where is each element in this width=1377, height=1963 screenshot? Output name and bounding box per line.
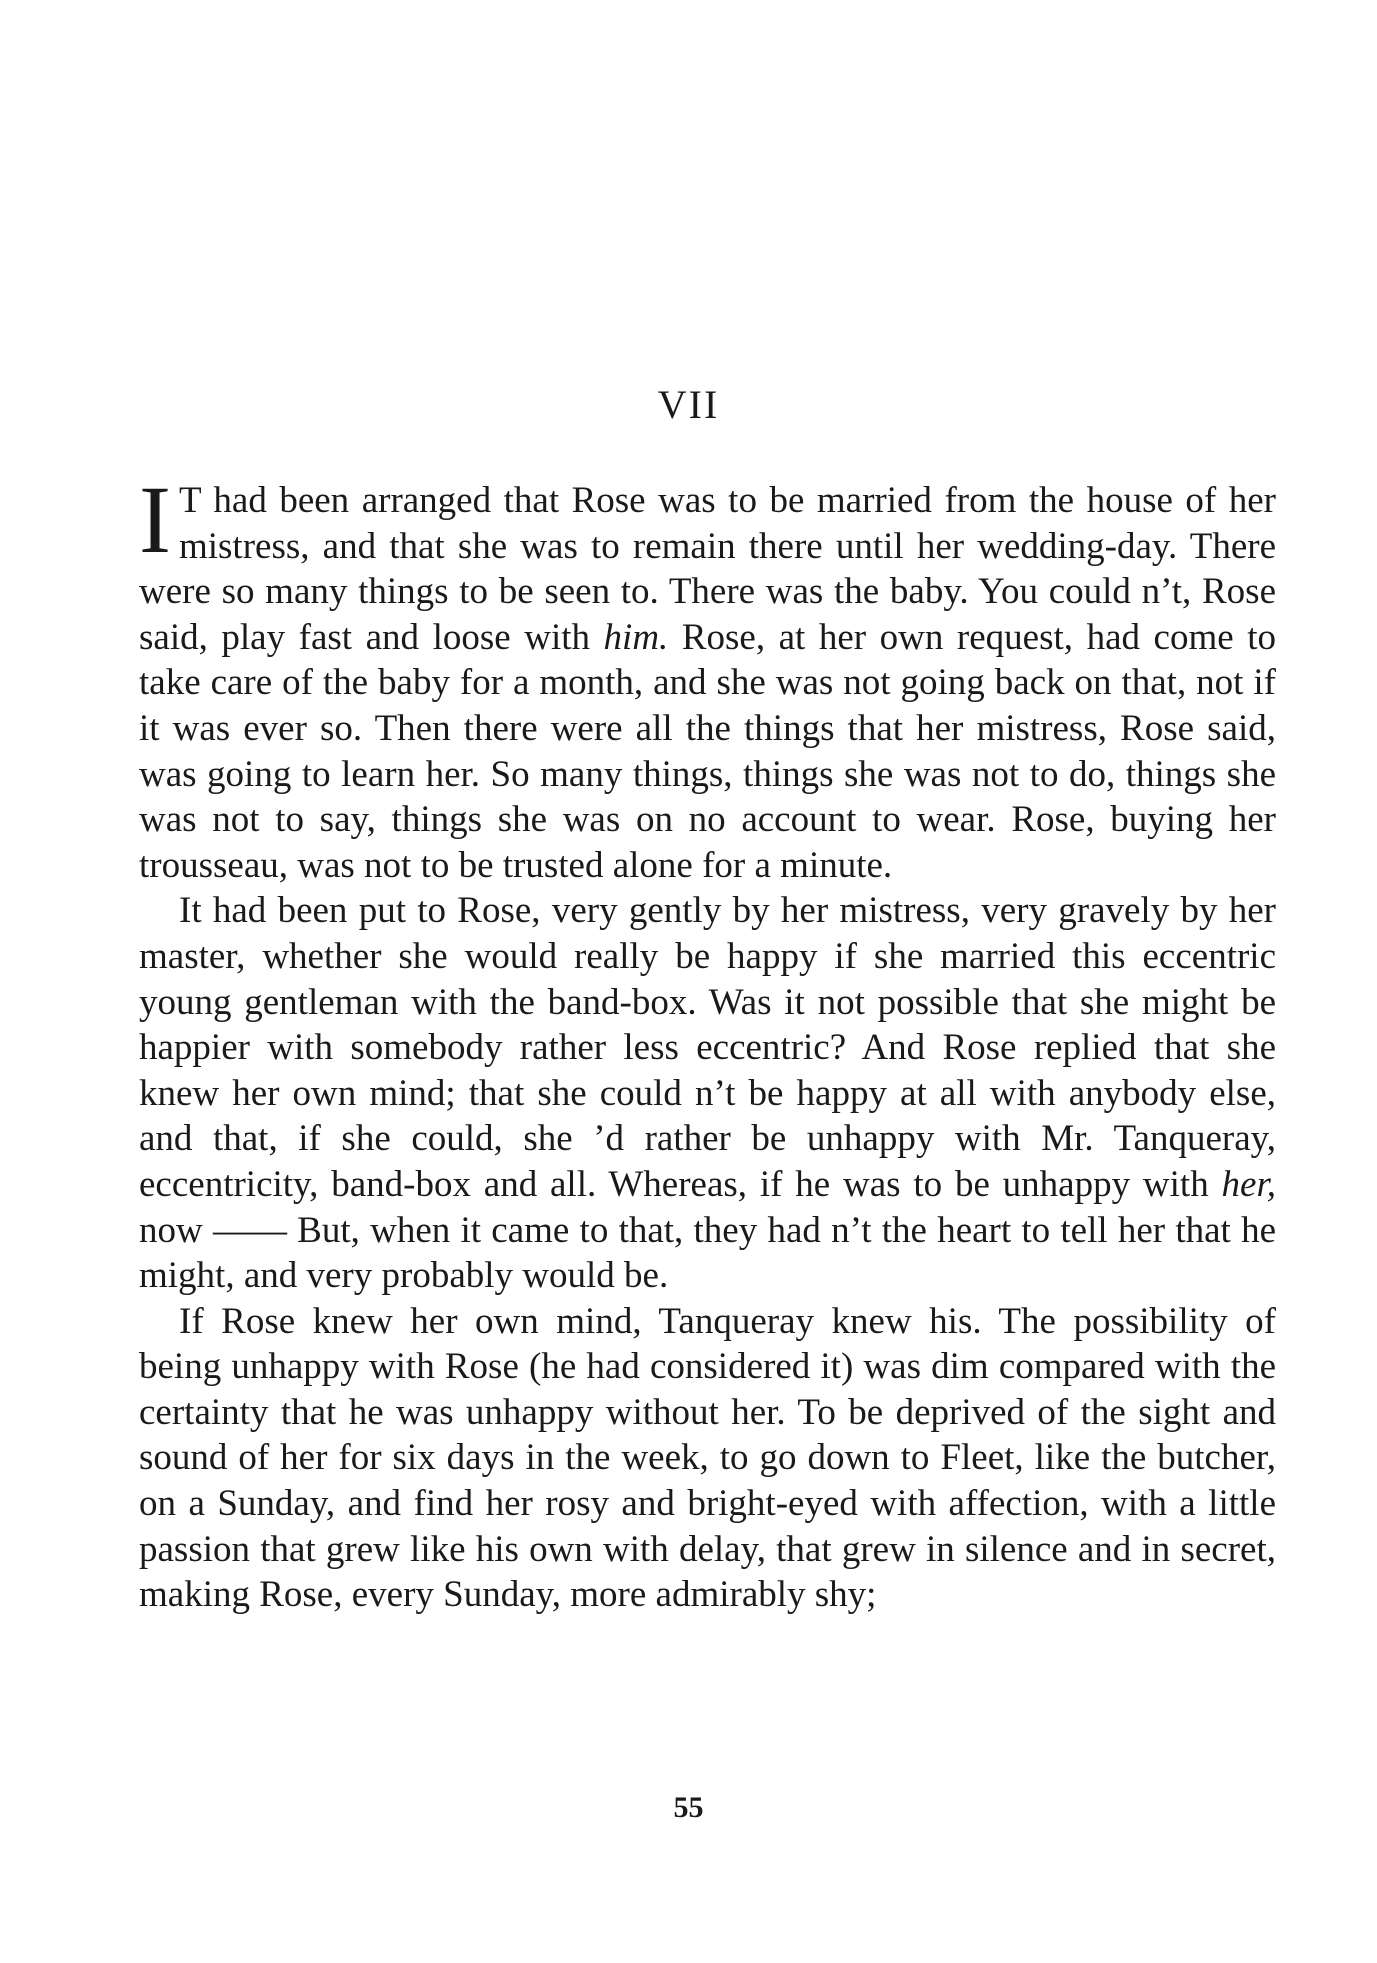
- paragraph-2-opening: It had been put to Rose, very gently by her mistress, very gravely by her master, whether she would really be happy if she married this eccentric young gentleman with the band-box. Was it not possible that she might be happier with somebody rather less eccentric? And Rose replied that she knew her own mind; that she could n’t be happy at all with anybody else, and that, if she could, she ’d rather be unhappy with Mr. Tanqueray, eccentricity, band-box and all. Whereas, if he was to be unhappy with: [139, 890, 1276, 1205]
- page-number: 55: [673, 1791, 704, 1824]
- paragraph-2: [139, 888, 1276, 1298]
- paragraph-1-opening: T had been arranged that Rose was to be married from the house of her mistress, and that she was to remain there until her wedding-day. There were so many things to be seen to. There was the baby. You could n’t, Rose said, play fast and loose with: [139, 480, 1276, 658]
- paragraph-1: [139, 466, 1276, 888]
- chapter-heading: VII: [657, 382, 720, 427]
- paragraph-1-closing: Rose, at her own request, had come to take care of the baby for a month, and she was not going back on that, not if it was ever so. Then there were all the things that her mistress, Rose said, was going to learn her. So many things, things she was not to do, things she was not to say, things she was on no account to wear. Rose, buying her trousseau, was not to be trusted alone for a minute.: [139, 616, 1276, 886]
- paragraph-1-emphasis: him.: [603, 616, 669, 658]
- body-text: [139, 466, 1276, 1618]
- paragraph-2-closing: now —— But, when it came to that, they had n’t the heart to tell her that he might, and very probably would be.: [139, 1209, 1276, 1297]
- drop-cap: I: [139, 466, 171, 573]
- paragraph-2-emphasis: her,: [1221, 1163, 1276, 1205]
- paragraph-3: [139, 1299, 1276, 1618]
- paragraph-3-text: If Rose knew her own mind, Tanqueray knew his. The possibility of being unhappy with Rose (he had considered it) was dim compared with the certainty that he was unhappy without her. To be deprived of the sight and sound of her for six days in the week, to go down to Fleet, like the butcher, on a Sunday, and find her rosy and bright-eyed with affection, with a little passion that grew like his own with delay, that grew in silence and in secret, making Rose, every Sunday, more admirably shy;: [139, 1300, 1276, 1616]
